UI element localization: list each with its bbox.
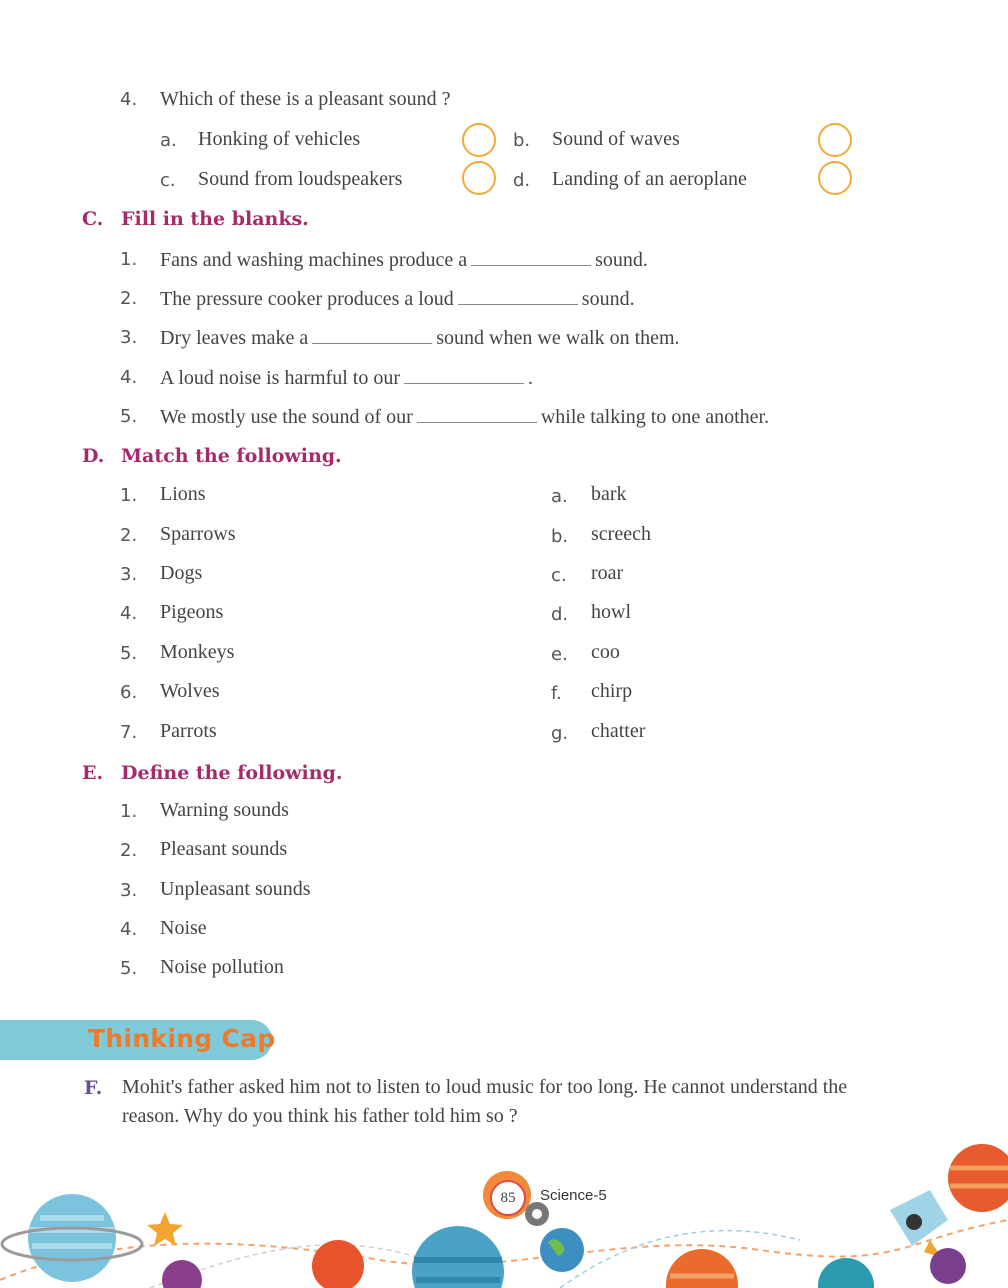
option-a-text: Honking of vehicles: [198, 128, 361, 150]
ringed-planet-icon: [2, 1194, 142, 1282]
star-icon: [147, 1212, 183, 1246]
question-f-letter: F.: [84, 1077, 103, 1099]
define-item: Pleasant sounds: [160, 838, 288, 860]
blank-5-line[interactable]: [417, 404, 537, 423]
match-right-letter: d.: [551, 604, 569, 625]
option-d-text: Landing of an aeroplane: [552, 168, 747, 190]
match-right-letter: b.: [551, 526, 569, 547]
option-c-text: Sound from loudspeakers: [198, 168, 403, 190]
match-right-item: howl: [591, 601, 631, 623]
match-right-item: screech: [591, 523, 651, 545]
blank-1-line[interactable]: [471, 247, 591, 266]
blank-2-sentence: [160, 286, 635, 311]
purple-planet-icon: [162, 1260, 202, 1288]
blank-5-after: while talking to one another.: [540, 406, 770, 428]
section-c-letter: C.: [82, 208, 104, 230]
blank-4-number: 4.: [120, 367, 138, 388]
question-f-line-2: reason. Why do you think his father told him so ?: [122, 1105, 518, 1127]
section-d-title: Match the following.: [121, 445, 342, 467]
blank-4-line[interactable]: [404, 365, 524, 384]
book-name: Science-5: [540, 1187, 607, 1204]
match-left-number: 6.: [120, 682, 138, 703]
teal-planet-icon: [818, 1258, 874, 1288]
define-item: Noise pollution: [160, 956, 284, 978]
match-right-letter: e.: [551, 644, 568, 665]
define-number: 4.: [120, 919, 138, 940]
small-purple-planet-icon: [930, 1248, 966, 1284]
define-item: Unpleasant sounds: [160, 878, 311, 900]
option-c-answer-circle[interactable]: [462, 161, 496, 195]
blank-3-line[interactable]: [312, 325, 432, 344]
match-right-letter: f.: [551, 683, 562, 704]
option-b-text: Sound of waves: [552, 128, 680, 150]
blank-2-before: The pressure cooker produces a loud: [160, 288, 454, 310]
blank-3-after: sound when we walk on them.: [436, 327, 680, 349]
match-right-item: coo: [591, 641, 620, 663]
match-left-number: 5.: [120, 643, 138, 664]
match-right-item: bark: [591, 483, 627, 505]
option-b-letter: b.: [513, 130, 531, 151]
earth-icon: [540, 1228, 584, 1272]
match-left-item: Wolves: [160, 680, 220, 702]
page-number: 85: [500, 1189, 516, 1206]
match-left-item: Lions: [160, 483, 206, 505]
match-right-letter: g.: [551, 723, 569, 744]
mcq-question: Which of these is a pleasant sound ?: [160, 88, 451, 110]
blank-4-after: .: [527, 367, 533, 389]
striped-planet-icon: [948, 1144, 1008, 1212]
red-planet-icon: [312, 1240, 364, 1288]
blank-4-before: A loud noise is harmful to our: [160, 367, 400, 389]
orange-planet-icon: [666, 1249, 738, 1288]
match-right-letter: a.: [551, 486, 568, 507]
blank-5-number: 5.: [120, 406, 138, 427]
question-f-line-1: Mohit's father asked him not to listen to loud music for too long. He cannot understand the: [122, 1076, 848, 1098]
blank-1-before: Fans and washing machines produce a: [160, 249, 468, 271]
match-right-item: roar: [591, 562, 624, 584]
section-c-title: Fill in the blanks.: [121, 208, 309, 230]
blank-2-after: sound.: [581, 288, 635, 310]
section-d-letter: D.: [82, 445, 105, 467]
match-left-number: 3.: [120, 564, 138, 585]
blank-5-sentence: [160, 404, 769, 429]
define-number: 3.: [120, 880, 138, 901]
option-c-letter: c.: [160, 170, 176, 191]
section-e-title: Define the following.: [121, 762, 343, 784]
option-d-letter: d.: [513, 170, 531, 191]
define-item: Noise: [160, 917, 207, 939]
rocket-icon: [890, 1190, 948, 1258]
page-number-badge: [490, 1180, 526, 1216]
blank-2-line[interactable]: [458, 286, 578, 305]
match-left-number: 2.: [120, 525, 138, 546]
blank-1-number: 1.: [120, 249, 138, 270]
blank-3-number: 3.: [120, 327, 138, 348]
mcq-number: 4.: [120, 89, 138, 110]
option-a-answer-circle[interactable]: [462, 123, 496, 157]
blue-planet-icon: [412, 1226, 504, 1288]
option-b-answer-circle[interactable]: [818, 123, 852, 157]
thinking-cap-title: Thinking Cap: [88, 1024, 276, 1053]
option-a-letter: a.: [160, 130, 177, 151]
match-left-number: 1.: [120, 485, 138, 506]
define-number: 2.: [120, 840, 138, 861]
match-right-item: chirp: [591, 680, 633, 702]
blank-2-number: 2.: [120, 288, 138, 309]
match-left-item: Sparrows: [160, 523, 236, 545]
match-left-item: Pigeons: [160, 601, 224, 623]
match-left-item: Parrots: [160, 720, 217, 742]
blank-1-after: sound.: [595, 249, 648, 271]
match-left-item: Dogs: [160, 562, 203, 584]
blank-1-sentence: [160, 247, 648, 272]
define-item: Warning sounds: [160, 799, 289, 821]
match-right-letter: c.: [551, 565, 567, 586]
blank-5-before: We mostly use the sound of our: [160, 406, 413, 428]
match-right-item: chatter: [591, 720, 646, 742]
define-number: 5.: [120, 958, 138, 979]
match-left-number: 7.: [120, 722, 138, 743]
blank-4-sentence: [160, 365, 533, 390]
define-number: 1.: [120, 801, 138, 822]
match-left-number: 4.: [120, 603, 138, 624]
option-d-answer-circle[interactable]: [818, 161, 852, 195]
section-e-letter: E.: [82, 762, 104, 784]
blank-3-before: Dry leaves make a: [160, 327, 309, 349]
match-left-item: Monkeys: [160, 641, 235, 663]
blank-3-sentence: [160, 325, 680, 350]
